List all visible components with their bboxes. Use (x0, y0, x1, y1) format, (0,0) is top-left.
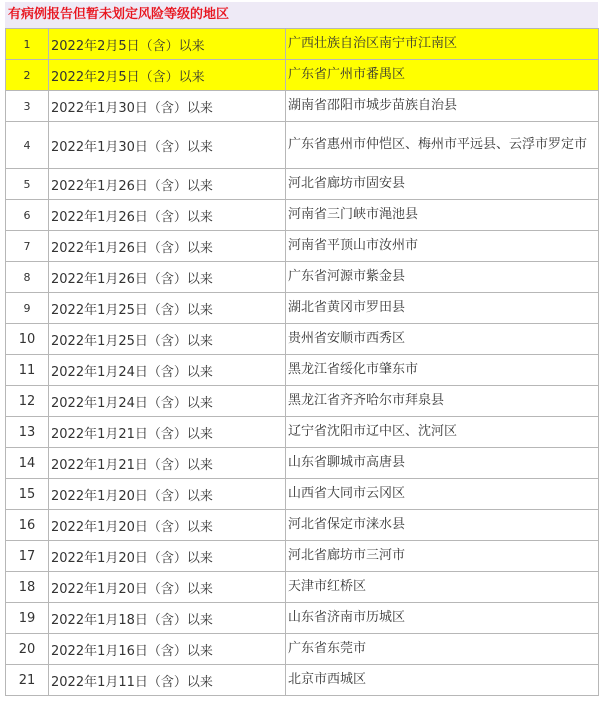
row-area: 河南省三门峡市渑池县 (286, 200, 599, 231)
table-row (6, 510, 599, 541)
row-area: 山东省济南市历城区 (286, 603, 599, 634)
row-date: 2022年1月18日（含）以来 (49, 603, 286, 634)
row-area: 湖北省黄冈市罗田县 (286, 293, 599, 324)
table-row (6, 541, 599, 572)
row-date: 2022年1月24日（含）以来 (49, 386, 286, 417)
row-number: 17 (6, 541, 49, 572)
row-area: 河南省平顶山市汝州市 (286, 231, 599, 262)
row-area: 山西省大同市云冈区 (286, 479, 599, 510)
row-area: 湖南省邵阳市城步苗族自治县 (286, 91, 599, 122)
row-number: 8 (6, 262, 49, 293)
row-area: 广东省东莞市 (286, 634, 599, 665)
row-date: 2022年1月26日（含）以来 (49, 262, 286, 293)
row-number: 19 (6, 603, 49, 634)
row-number: 12 (6, 386, 49, 417)
table-row (6, 60, 599, 91)
row-date: 2022年1月20日（含）以来 (49, 572, 286, 603)
row-date: 2022年1月24日（含）以来 (49, 355, 286, 386)
row-area: 北京市西城区 (286, 665, 599, 696)
table-row (6, 169, 599, 200)
row-area: 广西壮族自治区南宁市江南区 (286, 29, 599, 60)
row-area: 黑龙江省绥化市肇东市 (286, 355, 599, 386)
table-row (6, 572, 599, 603)
row-date: 2022年2月5日（含）以来 (49, 60, 286, 91)
table-row (6, 386, 599, 417)
table-row (6, 200, 599, 231)
region-table (5, 28, 599, 696)
row-date: 2022年2月5日（含）以来 (49, 29, 286, 60)
table-row (6, 262, 599, 293)
table-row (6, 634, 599, 665)
row-number: 20 (6, 634, 49, 665)
table-row (6, 665, 599, 696)
table-row (6, 91, 599, 122)
row-area: 黑龙江省齐齐哈尔市拜泉县 (286, 386, 599, 417)
table-row (6, 479, 599, 510)
row-number: 10 (6, 324, 49, 355)
table-row (6, 231, 599, 262)
row-area: 贵州省安顺市西秀区 (286, 324, 599, 355)
row-date: 2022年1月11日（含）以来 (49, 665, 286, 696)
row-number: 14 (6, 448, 49, 479)
table-row (6, 417, 599, 448)
row-number: 4 (6, 122, 49, 169)
row-date: 2022年1月20日（含）以来 (49, 510, 286, 541)
row-number: 7 (6, 231, 49, 262)
row-date: 2022年1月21日（含）以来 (49, 448, 286, 479)
row-area: 山东省聊城市高唐县 (286, 448, 599, 479)
row-number: 2 (6, 60, 49, 91)
row-area: 河北省廊坊市三河市 (286, 541, 599, 572)
row-area: 广东省河源市紫金县 (286, 262, 599, 293)
row-date: 2022年1月25日（含）以来 (49, 324, 286, 355)
row-date: 2022年1月26日（含）以来 (49, 231, 286, 262)
table-body (6, 29, 599, 696)
row-number: 21 (6, 665, 49, 696)
row-number: 11 (6, 355, 49, 386)
table-row (6, 355, 599, 386)
row-number: 13 (6, 417, 49, 448)
row-date: 2022年1月26日（含）以来 (49, 200, 286, 231)
row-area: 辽宁省沈阳市辽中区、沈河区 (286, 417, 599, 448)
table-row (6, 293, 599, 324)
row-date: 2022年1月25日（含）以来 (49, 293, 286, 324)
row-area: 广东省惠州市仲恺区、梅州市平远县、云浮市罗定市 (286, 122, 599, 169)
table-title: 有病例报告但暂未划定风险等级的地区 (5, 2, 598, 28)
row-area: 广东省广州市番禺区 (286, 60, 599, 91)
table-row (6, 448, 599, 479)
row-number: 18 (6, 572, 49, 603)
table-row (6, 324, 599, 355)
row-date: 2022年1月30日（含）以来 (49, 122, 286, 169)
table-row (6, 29, 599, 60)
row-date: 2022年1月30日（含）以来 (49, 91, 286, 122)
row-number: 9 (6, 293, 49, 324)
row-area: 河北省保定市涞水县 (286, 510, 599, 541)
row-area: 天津市红桥区 (286, 572, 599, 603)
row-date: 2022年1月16日（含）以来 (49, 634, 286, 665)
table-row (6, 122, 599, 169)
row-date: 2022年1月20日（含）以来 (49, 479, 286, 510)
row-number: 5 (6, 169, 49, 200)
row-number: 15 (6, 479, 49, 510)
row-number: 3 (6, 91, 49, 122)
row-area: 河北省廊坊市固安县 (286, 169, 599, 200)
table-row (6, 603, 599, 634)
row-date: 2022年1月21日（含）以来 (49, 417, 286, 448)
row-date: 2022年1月20日（含）以来 (49, 541, 286, 572)
row-number: 16 (6, 510, 49, 541)
row-number: 1 (6, 29, 49, 60)
row-date: 2022年1月26日（含）以来 (49, 169, 286, 200)
row-number: 6 (6, 200, 49, 231)
